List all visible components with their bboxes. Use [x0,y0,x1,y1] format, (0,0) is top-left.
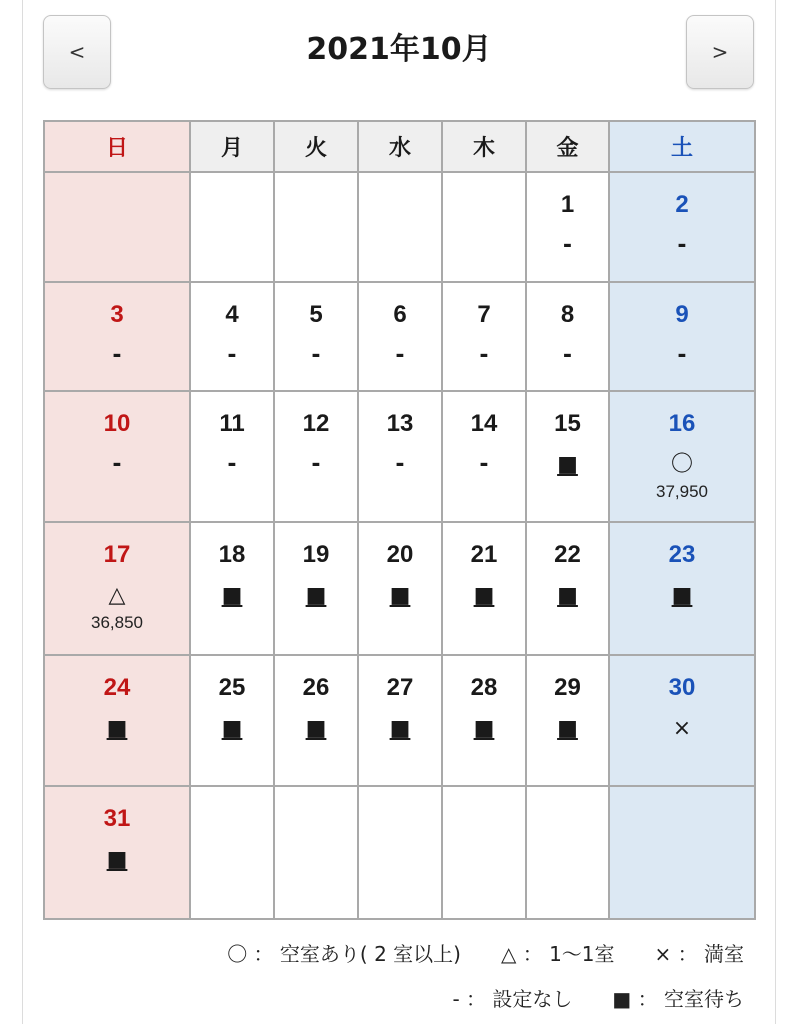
no-setting-status: - [112,452,122,477]
day-number: 4 [225,301,239,328]
calendar-day-cell[interactable] [358,391,442,522]
no-setting-status: - [395,452,405,477]
calendar-day-cell[interactable] [442,391,526,522]
day-number: 23 [668,541,696,568]
legend-line-2 [412,983,744,1012]
calendar-day-cell[interactable] [44,282,190,391]
day-number: 1 [560,191,575,218]
legend-item: - ： 設定なし [452,987,573,1011]
legend-item: △ ： 1〜1室 [500,942,615,966]
available-status[interactable]: 〇 [670,452,693,477]
calendar-day-cell[interactable] [190,655,274,786]
waitlist-link[interactable]: ■ [305,583,327,608]
waitlist-link[interactable]: ■ [221,583,243,608]
calendar-day-cell[interactable] [274,655,358,786]
legend-item: 〇 ： 空室あり( 2 室以上) [227,942,461,966]
weekday-header: 水 [358,121,442,172]
no-setting-status: - [562,233,573,258]
calendar-empty-cell [358,786,442,919]
waitlist-link[interactable]: ■ [473,583,495,608]
no-setting-status: - [227,452,237,477]
weekday-header: 土 [609,121,755,172]
calendar-empty-cell [609,786,755,919]
no-setting-status: - [677,343,687,368]
room-price: 36,850 [91,613,143,632]
waitlist-link[interactable]: ■ [389,716,411,741]
day-number: 10 [103,410,131,437]
waitlist-link[interactable]: ■ [106,847,128,872]
calendar-day-cell[interactable] [358,655,442,786]
calendar-empty-cell [442,786,526,919]
calendar-week-row [44,786,755,919]
calendar-empty-cell [526,786,609,919]
day-number: 7 [477,301,491,328]
calendar-week-row [44,391,755,522]
calendar-day-cell[interactable] [609,391,755,522]
calendar-day-cell[interactable] [358,522,442,655]
calendar-day-cell[interactable] [442,655,526,786]
no-setting-status: - [311,452,321,477]
day-number: 26 [302,674,330,701]
calendar-day-cell[interactable] [190,282,274,391]
day-number: 19 [302,541,330,568]
waitlist-link[interactable]: ■ [106,716,128,741]
calendar-day-cell[interactable] [526,282,609,391]
waitlist-link[interactable]: ■ [557,716,578,741]
calendar-week-row [44,522,755,655]
waitlist-link[interactable]: ■ [473,716,495,741]
day-number: 30 [668,674,696,701]
day-number: 6 [393,301,407,328]
calendar-week-row [44,655,755,786]
day-number: 17 [103,541,131,568]
no-setting-status: - [227,343,237,368]
calendar-day-cell[interactable] [609,655,755,786]
calendar-grid [43,120,756,920]
no-setting-status: - [479,452,489,477]
day-number: 16 [668,410,696,437]
room-price: 37,950 [656,482,708,501]
calendar-day-cell[interactable] [358,282,442,391]
day-number: 14 [470,410,498,437]
day-number: 11 [219,410,245,437]
waitlist-link[interactable]: ■ [305,716,327,741]
legend-line-1 [187,938,744,967]
next-month-button[interactable]: > [686,15,754,89]
day-number: 5 [309,301,323,328]
calendar-day-cell[interactable] [274,522,358,655]
calendar-day-cell[interactable] [274,391,358,522]
calendar-day-cell[interactable] [190,522,274,655]
calendar-day-cell[interactable] [526,172,609,282]
waitlist-link[interactable]: ■ [221,716,243,741]
few-rooms-status[interactable]: △ [108,583,126,608]
calendar-empty-cell [442,172,526,282]
waitlist-link[interactable]: ■ [389,583,411,608]
waitlist-link[interactable]: ■ [557,452,578,477]
calendar-empty-cell [358,172,442,282]
calendar-empty-cell [274,786,358,919]
month-title: 2021年10月 [306,32,492,67]
no-setting-status: - [562,343,573,368]
calendar-day-cell[interactable] [44,655,190,786]
calendar-day-cell[interactable] [609,282,755,391]
calendar-empty-cell [44,172,190,282]
calendar-body [44,172,755,919]
day-number: 12 [302,410,330,437]
day-number: 9 [675,301,689,328]
calendar-day-cell[interactable] [526,522,609,655]
full-status: × [672,716,692,741]
calendar-day-cell[interactable] [609,172,755,282]
calendar-day-cell[interactable] [609,522,755,655]
day-number: 31 [103,805,131,832]
calendar-empty-cell [190,786,274,919]
calendar-empty-cell [190,172,274,282]
waitlist-link[interactable]: ■ [671,583,693,608]
calendar-week-row [44,282,755,391]
calendar-empty-cell [274,172,358,282]
day-number: 29 [554,674,581,701]
weekday-header: 火 [274,121,358,172]
weekday-header: 月 [190,121,274,172]
day-number: 21 [470,541,498,568]
day-number: 28 [470,674,498,701]
prev-month-button[interactable]: < [43,15,111,89]
no-setting-status: - [311,343,321,368]
weekday-header: 木 [442,121,526,172]
calendar-day-cell[interactable] [44,391,190,522]
day-number: 27 [386,674,414,701]
weekday-header: 日 [44,121,190,172]
day-number: 18 [218,541,246,568]
legend-item: ■ ： 空室待ち [612,987,744,1011]
weekday-header: 金 [526,121,609,172]
calendar-day-cell[interactable] [190,391,274,522]
legend-item: × ： 満室 [654,942,744,966]
calendar-day-cell[interactable] [44,786,190,919]
no-setting-status: - [395,343,405,368]
calendar-day-cell[interactable] [442,282,526,391]
day-number: 25 [218,674,246,701]
day-number: 8 [560,301,575,328]
calendar-day-cell[interactable] [44,522,190,655]
day-number: 24 [103,674,131,701]
day-number: 22 [554,541,581,568]
no-setting-status: - [479,343,489,368]
calendar-week-row [44,172,755,282]
weekday-header-row [44,121,755,172]
day-number: 13 [386,410,414,437]
waitlist-link[interactable]: ■ [557,583,578,608]
calendar-day-cell[interactable] [274,282,358,391]
calendar-day-cell[interactable] [526,391,609,522]
day-number: 2 [675,191,689,218]
no-setting-status: - [112,343,122,368]
day-number: 3 [110,301,124,328]
no-setting-status: - [677,233,687,258]
day-number: 15 [554,410,581,437]
calendar-day-cell[interactable] [442,522,526,655]
calendar-day-cell[interactable] [526,655,609,786]
day-number: 20 [386,541,414,568]
